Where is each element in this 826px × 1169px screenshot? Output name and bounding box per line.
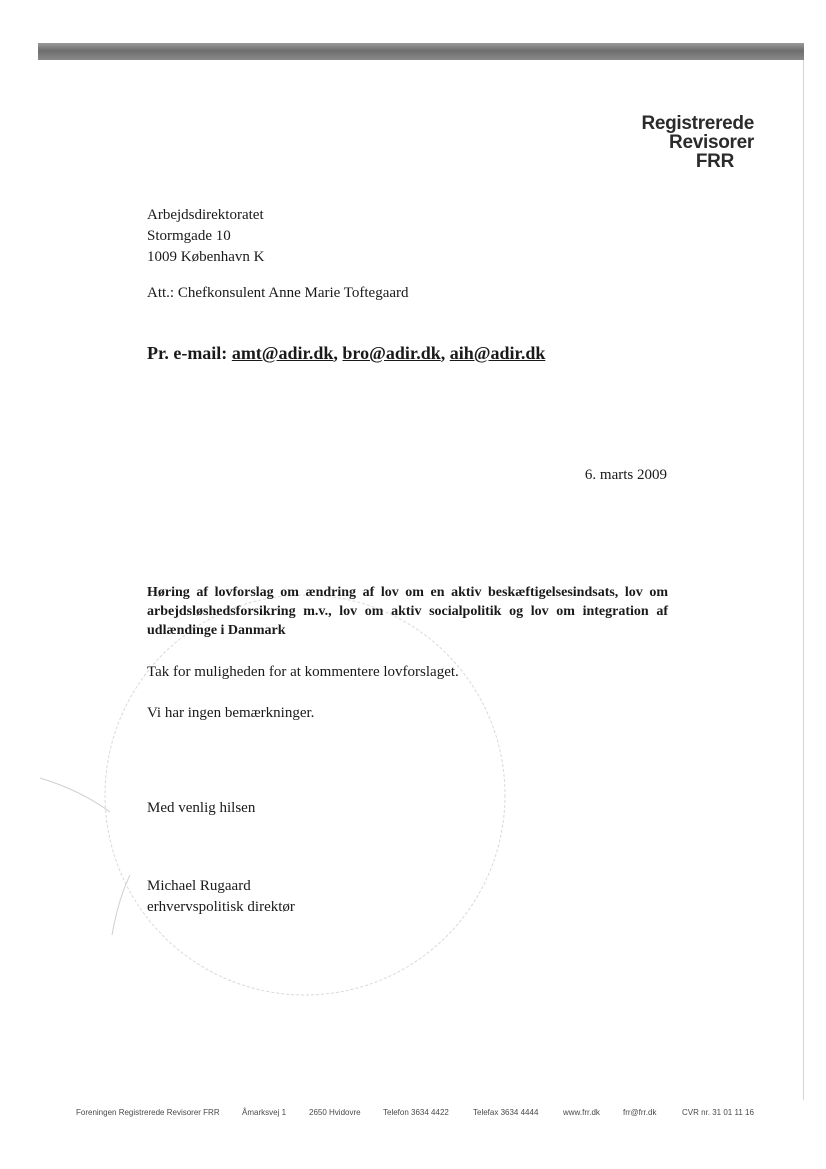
attention-line: Att.: Chefkonsulent Anne Marie Toftegaard — [147, 285, 409, 301]
closing-greeting: Med venlig hilsen — [147, 800, 256, 816]
email-line — [147, 341, 545, 365]
footer-phone: Telefon 3634 4422 — [383, 1108, 449, 1117]
email-label: Pr. e-mail: — [147, 343, 228, 363]
recipient-address — [147, 205, 264, 268]
email-link-bro[interactable]: bro@adir.dk — [342, 343, 441, 363]
body-paragraph: Tak for muligheden for at kommentere lovforslaget. — [147, 664, 459, 680]
email-link-amt[interactable]: amt@adir.dk — [231, 343, 334, 363]
recipient-name: Arbejdsdirektoratet — [147, 207, 264, 223]
footer-city: 2650 Hvidovre — [309, 1108, 361, 1117]
footer-email[interactable]: frr@frr.dk — [623, 1108, 657, 1117]
signature-block — [147, 876, 295, 918]
signer-title: erhvervspolitisk direktør — [147, 899, 295, 915]
header-bar — [38, 43, 804, 60]
logo-line-3: FRR — [695, 151, 734, 172]
recipient-street: Stormgade 10 — [147, 228, 231, 244]
page-edge-line — [803, 60, 804, 1100]
letter-date: 6. marts 2009 — [584, 467, 667, 483]
email-separator: , — [440, 343, 446, 363]
footer-fax: Telefax 3634 4444 — [473, 1108, 539, 1117]
email-separator: , — [333, 343, 338, 363]
signer-name: Michael Rugaard — [147, 878, 251, 894]
letter-subject: Høring af lovforslag om ændring af lov om en aktiv beskæftigelsesindsats, lov om arbejdsløshedsforsikring m.v., lov om aktiv socialpolitik og lov om integration af udlændinge i Danmark — [147, 585, 668, 638]
email-link-aih[interactable]: aih@adir.dk — [449, 343, 546, 363]
body-paragraph: Vi har ingen bemærkninger. — [147, 705, 315, 721]
recipient-city: 1009 København K — [147, 249, 265, 265]
logo-line-1: Registrerede — [641, 113, 754, 134]
footer-web[interactable]: www.frr.dk — [563, 1108, 600, 1117]
frr-logo — [610, 114, 754, 171]
logo-line-2: Revisorer — [669, 132, 754, 153]
footer-org: Foreningen Registrerede Revisorer FRR — [76, 1108, 220, 1117]
footer-street: Åmarksvej 1 — [242, 1108, 287, 1117]
footer-cvr: CVR nr. 31 01 11 16 — [682, 1108, 754, 1117]
